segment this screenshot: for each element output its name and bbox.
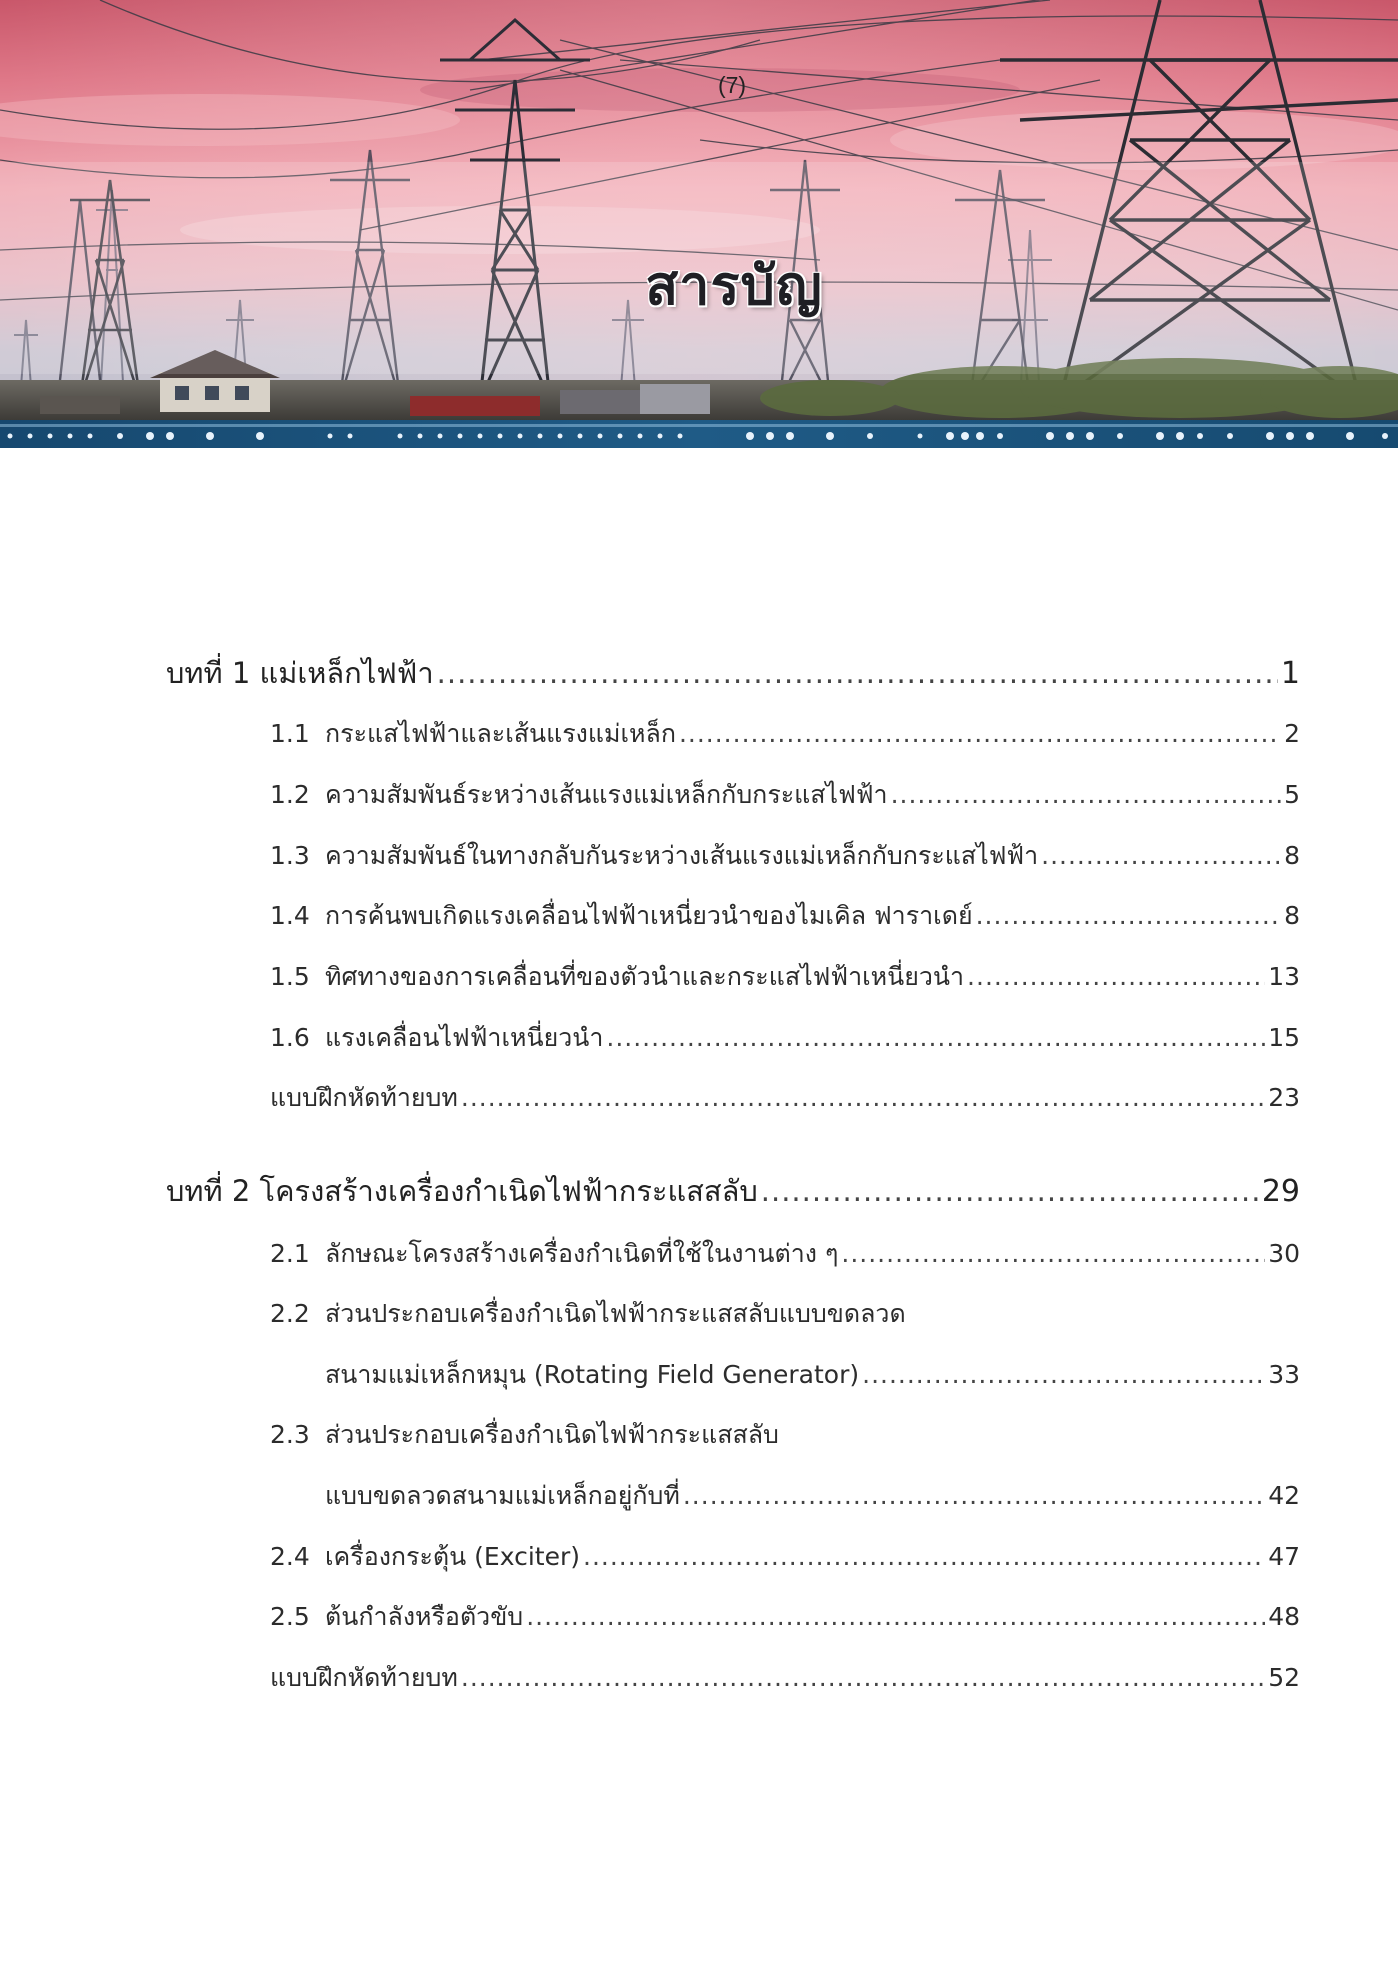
section-number: 2.5 <box>270 1602 310 1631</box>
section-page: 13 <box>1268 962 1300 991</box>
section-page: 8 <box>1284 841 1300 870</box>
toc-chapter-1[interactable] <box>166 650 1300 696</box>
dot-leader <box>976 901 1281 930</box>
section-title: ต้นกำลังหรือตัวขับ <box>325 1602 524 1631</box>
section-page: 42 <box>1268 1481 1300 1510</box>
toc-section-1-5[interactable] <box>270 957 1300 997</box>
chapter-page: 1 <box>1280 656 1300 691</box>
section-title: เครื่องกระตุ้น (Exciter) <box>325 1542 580 1571</box>
section-title: ความสัมพันธ์ในทางกลับกันระหว่างเส้นแรงแม่เหล็กกับกระแสไฟฟ้า <box>325 841 1039 870</box>
dot-leader <box>683 1481 1265 1510</box>
section-number: 1.1 <box>270 719 310 748</box>
section-page: 8 <box>1284 901 1300 930</box>
toc-section-2-3-continued[interactable] <box>325 1476 1300 1516</box>
toc-section-1-6[interactable] <box>270 1018 1300 1058</box>
section-title: แรงเคลื่อนไฟฟ้าเหนี่ยวนำ <box>325 1023 604 1052</box>
dot-leader <box>583 1542 1265 1571</box>
toc-section-2-3[interactable] <box>270 1415 1300 1455</box>
toc-section-1-3[interactable] <box>270 836 1300 876</box>
dot-leader <box>967 962 1265 991</box>
exercise-title: แบบฝึกหัดท้ายบท <box>270 1083 458 1112</box>
section-number: 1.4 <box>270 901 310 930</box>
dot-leader <box>526 1602 1265 1631</box>
toc-section-1-2[interactable] <box>270 775 1300 815</box>
page-number: (7) <box>717 72 747 98</box>
section-title-continued: สนามแม่เหล็กหมุน (Rotating Field Generator) <box>325 1360 860 1389</box>
section-page: 30 <box>1268 1239 1300 1268</box>
dot-leader <box>437 656 1278 690</box>
chapter-title: บทที่ 1 แม่เหล็กไฟฟ้า <box>166 656 434 690</box>
toc-section-2-2[interactable] <box>270 1294 1300 1334</box>
dot-leader <box>679 719 1281 748</box>
toc-section-2-2-continued[interactable] <box>325 1355 1300 1395</box>
section-page: 47 <box>1268 1542 1300 1571</box>
dot-leader <box>862 1360 1265 1389</box>
exercise-title: แบบฝึกหัดท้ายบท <box>270 1663 458 1692</box>
section-page: 15 <box>1268 1023 1300 1052</box>
toc-exercise-chapter-1[interactable] <box>270 1078 1300 1118</box>
section-title: ส่วนประกอบเครื่องกำเนิดไฟฟ้ากระแสสลับแบบขดลวด <box>325 1299 906 1328</box>
exercise-page: 23 <box>1268 1083 1300 1112</box>
section-title: การค้นพบเกิดแรงเคลื่อนไฟฟ้าเหนี่ยวนำของไมเคิล ฟาราเดย์ <box>325 901 973 930</box>
toc-section-2-5[interactable] <box>270 1597 1300 1637</box>
section-title: ลักษณะโครงสร้างเครื่องกำเนิดที่ใช้ในงานต่าง ๆ <box>325 1239 839 1268</box>
section-title: ความสัมพันธ์ระหว่างเส้นแรงแม่เหล็กกับกระแสไฟฟ้า <box>325 780 888 809</box>
dot-leader <box>606 1023 1265 1052</box>
toc-chapter-2[interactable] <box>166 1168 1300 1214</box>
dot-leader <box>461 1663 1265 1692</box>
section-title-continued: แบบขดลวดสนามแม่เหล็กอยู่กับที่ <box>325 1481 680 1510</box>
toc-exercise-chapter-2[interactable] <box>270 1658 1300 1698</box>
page-title: สารบัญ <box>645 254 823 317</box>
section-number: 2.1 <box>270 1239 310 1268</box>
dot-leader <box>1041 841 1281 870</box>
chapter-title: บทที่ 2 โครงสร้างเครื่องกำเนิดไฟฟ้ากระแสสลับ <box>166 1174 758 1208</box>
dot-leader <box>891 780 1282 809</box>
section-number: 1.6 <box>270 1023 310 1052</box>
toc-section-1-4[interactable] <box>270 896 1300 936</box>
toc-section-2-1[interactable] <box>270 1234 1300 1274</box>
header-banner <box>0 0 1398 448</box>
section-title: ทิศทางของการเคลื่อนที่ของตัวนำและกระแสไฟฟ้าเหนี่ยวนำ <box>325 962 965 991</box>
section-number: 2.3 <box>270 1420 310 1449</box>
toc-section-1-1[interactable] <box>270 714 1300 754</box>
dot-leader <box>761 1174 1259 1208</box>
exercise-page: 52 <box>1268 1663 1300 1692</box>
section-page: 33 <box>1268 1360 1300 1389</box>
section-page: 2 <box>1284 719 1300 748</box>
dot-leader <box>461 1083 1265 1112</box>
section-number: 1.3 <box>270 841 310 870</box>
section-number: 2.2 <box>270 1299 310 1328</box>
section-title: ส่วนประกอบเครื่องกำเนิดไฟฟ้ากระแสสลับ <box>325 1420 779 1449</box>
section-title: กระแสไฟฟ้าและเส้นแรงแม่เหล็ก <box>325 719 676 748</box>
dot-leader <box>841 1239 1265 1268</box>
section-number: 1.5 <box>270 962 310 991</box>
section-number: 1.2 <box>270 780 310 809</box>
toc-section-2-4[interactable] <box>270 1537 1300 1577</box>
section-page: 48 <box>1268 1602 1300 1631</box>
chapter-page: 29 <box>1261 1174 1300 1209</box>
section-page: 5 <box>1284 780 1300 809</box>
section-number: 2.4 <box>270 1542 310 1571</box>
